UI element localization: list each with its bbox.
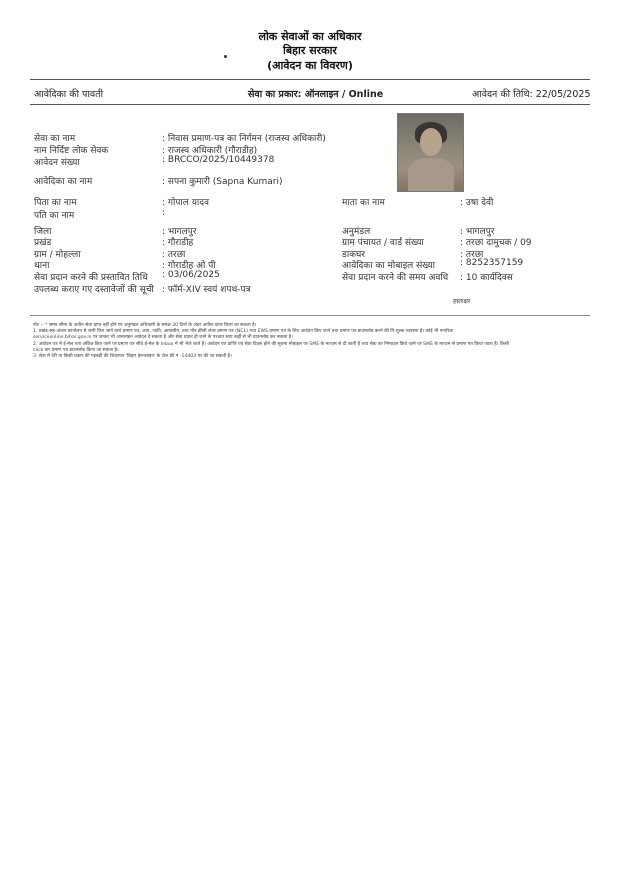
subdivision-value: : भागलपुर — [460, 227, 495, 237]
mobile-label: आवेदिका का मोबाइल संख्या — [342, 261, 435, 271]
receipt-label: आवेदिका की पावती — [34, 89, 104, 100]
note-line: 1. प्रखंड-सह-अंचल कार्यालय से जारी किए जाने वाले प्रमाण पत्र, आय, जाति, आवासीय, तथा नॉन क्रीमी लेयर प्रमाण पत्र (NCL) तथा EWS प्रमाण पत्र के लिए आवेदन किए जाने तथा प्रमाण पत्र डाउनलोड करने की नि:शुल्क व्यवस्था है। कोई भी नागरिक — [33, 329, 453, 335]
panchayat-label: ग्राम पंचायत / वार्ड संख्या — [342, 238, 424, 248]
applicant-label: आवेदिका का नाम — [34, 177, 93, 187]
header-line-2: बिहार सरकार — [283, 44, 337, 57]
village-value: : तरछा — [162, 250, 186, 260]
duration-label: सेवा प्रदान करने की समय अवधि — [342, 273, 449, 283]
header-line-1: लोक सेवाओं का अधिकार — [258, 30, 362, 43]
service-type: सेवा का प्रकार: ऑनलाइन / Online — [248, 89, 384, 100]
divider-header — [30, 104, 590, 105]
application-no-label: आवेदन संख्या — [34, 158, 80, 168]
proposed-date-value: : 03/06/2025 — [162, 270, 220, 280]
village-label: ग्राम / मोहल्ला — [34, 250, 81, 260]
proposed-date-label: सेवा प्रदान करने की प्रस्तावित तिथि — [34, 273, 148, 283]
duration-value: : 10 कार्यदिवस — [460, 273, 513, 283]
husband-value: : — [162, 208, 166, 218]
block-value: : गौराडीह — [162, 238, 194, 248]
divider-notes — [30, 315, 590, 316]
district-label: जिला — [34, 227, 52, 237]
mother-value: : उषा देवी — [460, 198, 494, 208]
divider-top — [30, 79, 590, 80]
header-line-3: (आवेदन का विवरण) — [267, 59, 353, 72]
police-station-label: थाना — [34, 261, 50, 271]
subdivision-label: अनुमंडल — [342, 227, 371, 237]
note-line: नोट :- * समय सीमा के अधीन सेवा प्राप्त नहीं होने पर अनुमंडल अधिकारी के समक्ष 30 दिनों के अंदर अपील दायर किया जा सकता है। — [33, 323, 257, 328]
service-name-label: सेवा का नाम — [34, 134, 76, 144]
stray-dot — [224, 55, 227, 58]
panchayat-value: : तरछा दामुचक / 09 — [460, 238, 532, 248]
applicant-photo — [397, 113, 464, 192]
notes-section — [33, 323, 588, 360]
officer-value: : राजस्व अधिकारी (गौराडीह) — [162, 146, 258, 156]
post-office-value: : तरछा — [460, 250, 484, 260]
mother-label: माता का नाम — [342, 198, 385, 208]
note-line: serviceonline.bihar.gov.in पर जाकर भी आनलाइन आवेदन दे सकता है और सेवा प्रदान हो जाने के पश्चात स्वयं कहीं से भी डाउनलोड कर सकता है। — [33, 335, 293, 341]
police-station-value: : गोराडीह ओ पी — [162, 261, 216, 271]
note-line: 3. सेवा में देरी या किसी प्रकार की गड़बड़ी की शिकायत 'बिहार हेल्पलाइन' के टोल फ्री नं -14403 पर की जा सकती है। — [33, 354, 232, 360]
application-date: आवेदन की तिथि: 22/05/2025 — [472, 89, 591, 100]
mobile-value: : 8252357159 — [460, 258, 524, 268]
applicant-value: : सपना कुमारी (Sapna Kumari) — [162, 177, 283, 187]
district-value: : भागलपुर — [162, 227, 197, 237]
father-label: पिता का नाम — [34, 198, 77, 208]
father-value: : गोपाल यादव — [162, 198, 210, 208]
application-no-value: : BRCCO/2025/10449378 — [162, 155, 275, 165]
signature-label: हस्ताक्षर — [453, 298, 471, 305]
officer-label: नाम निर्दिष्ट लोक सेवक — [34, 146, 109, 156]
husband-label: पति का नाम — [34, 211, 75, 221]
note-line: click कर प्रमाण पत्र डाउनलोड किया जा सकता है। — [33, 347, 119, 353]
note-line: 2. आवेदन पत्र में ई-मेल पता अंकित किए जाने पर प्रमाण पत्र सीधे ई-मेल के Inbox में भी भेजे जाते हैं। आवेदन पत्र प्राप्ति एवं सेवा दिवस होने की सूचना मोबाइल पर SMS के माध्यम से दी जाती है तथा सेवा का निष्पादन किये जाने पर SMS के माध्यम से प्रमाण पत्र किया जाता है। किसी — [33, 341, 509, 347]
post-office-label: डाकघर — [342, 250, 366, 260]
service-name-value: : निवास प्रमाण-पत्र का निर्गमन (राजस्व अधिकारी) — [162, 134, 326, 144]
documents-value: : फॉर्म-XIV स्वयं शपथ-पत्र — [162, 285, 251, 295]
documents-label: उपलब्ध कराए गए दस्तावेजों की सूची — [34, 285, 154, 295]
block-label: प्रखंड — [34, 238, 52, 248]
